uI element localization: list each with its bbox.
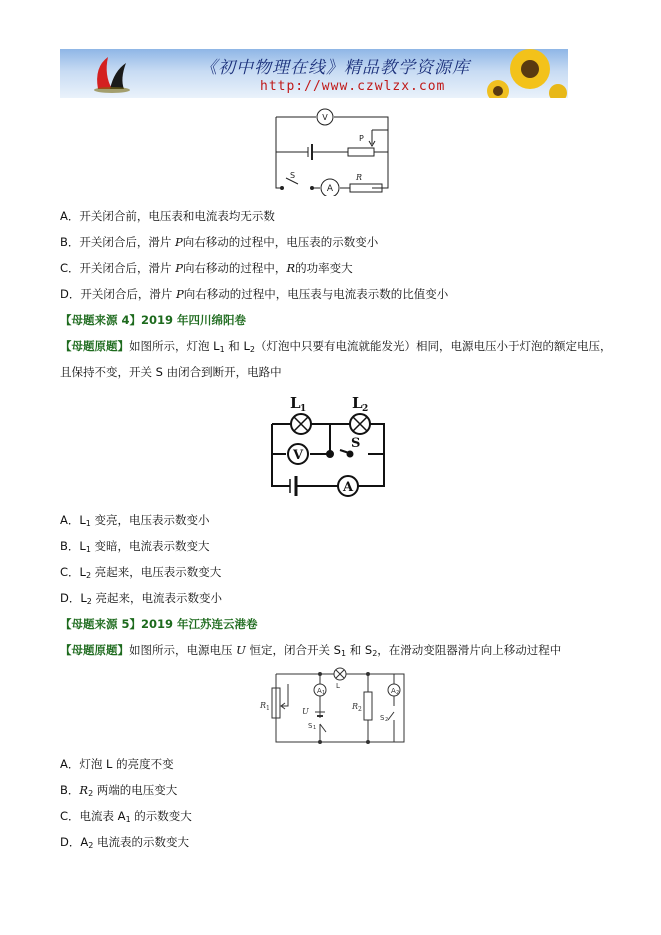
a2-label: A bbox=[391, 687, 396, 695]
l2-subscript: 2 bbox=[362, 404, 369, 414]
switch-label: S bbox=[290, 171, 296, 180]
q4-option-a[interactable]: A．$L_1$ 变亮，电压表示数变小 bbox=[60, 513, 210, 528]
resistor-r2-symbol bbox=[364, 692, 372, 720]
r2-subscript: 2 bbox=[358, 706, 362, 713]
q1-option-b[interactable]: B．开关闭合后，滑片 P向右移动的过程中，电压表的示数变小 bbox=[60, 235, 379, 249]
q4-stem-line2: 且保持不变，开关 S 由闭合到断开，电路中 bbox=[60, 365, 282, 379]
czwlzx-logo-icon bbox=[94, 57, 130, 93]
a2-subscript: 2 bbox=[396, 690, 400, 696]
q5-option-b[interactable]: B．$R_2$ 两端的电压变大 bbox=[60, 783, 178, 798]
ammeter-label-2: A bbox=[342, 480, 354, 495]
source-5-heading: 【母题来源 5】2019 年江苏连云港卷 bbox=[60, 617, 258, 631]
lamp-l-label: L bbox=[336, 682, 340, 690]
circuit-diagram-3 bbox=[256, 662, 412, 746]
a1-label: A bbox=[317, 687, 322, 695]
q4-stem-line1: 【母题原题】如图所示，灯泡 $L_1$ 和 $L_2$（灯泡中只要有电流就能发光）相同，电源电压小于灯泡的额定电压， bbox=[60, 339, 612, 354]
q5-option-a[interactable]: A．灯泡 L 的亮度不变 bbox=[60, 757, 174, 771]
switch-label-2: S bbox=[351, 436, 361, 451]
r2-label: R bbox=[352, 702, 359, 711]
header-banner bbox=[60, 49, 568, 98]
q1-option-c[interactable]: C．开关闭合后，滑片 P向右移动的过程中，R的功率变大 bbox=[60, 261, 353, 275]
voltmeter-label-2: V bbox=[292, 448, 304, 463]
s2-label: S bbox=[380, 714, 385, 722]
circuit-diagram-2 bbox=[266, 392, 390, 500]
ammeter-label: A bbox=[326, 184, 334, 194]
q5-option-d[interactable]: D．$A_2$ 电流表的示数变大 bbox=[60, 835, 189, 850]
q4-option-d[interactable]: D．$L_2$ 亮起来，电流表示数变小 bbox=[60, 591, 223, 606]
q5-stem: 【母题原题】如图所示，电源电压 U 恒定，闭合开关 $S_1$ 和 $S_2$，在滑动变阻器滑片向上移动过程中 bbox=[60, 643, 562, 658]
resistor-label: R bbox=[356, 173, 363, 182]
l2-label: L bbox=[352, 394, 363, 412]
q1-option-d[interactable]: D．开关闭合后，滑片 P向右移动的过程中，电压表与电流表示数的比值变小 bbox=[60, 287, 449, 301]
r1-subscript: 1 bbox=[266, 705, 270, 712]
r1-label: R bbox=[260, 701, 267, 710]
l1-label: L bbox=[290, 394, 301, 412]
q4-option-b[interactable]: B．$L_1$ 变暗，电流表示数变大 bbox=[60, 539, 210, 554]
l1-subscript: 1 bbox=[300, 404, 307, 414]
sunflower-icon bbox=[487, 49, 567, 98]
rheostat-symbol bbox=[348, 148, 374, 156]
voltmeter-label: V bbox=[322, 113, 328, 122]
a1-subscript: 1 bbox=[322, 690, 326, 696]
source-4-heading: 【母题来源 4】2019 年四川绵阳卷 bbox=[60, 313, 247, 327]
s1-label: S bbox=[308, 722, 313, 730]
circuit-diagram-1 bbox=[268, 108, 396, 196]
q5-option-c[interactable]: C．电流表 $A_1$ 的示数变大 bbox=[60, 809, 192, 824]
banner-url[interactable]: http://www.czwlzx.com bbox=[260, 79, 446, 94]
q4-option-c[interactable]: C．$L_2$ 亮起来，电压表示数变大 bbox=[60, 565, 222, 580]
banner-title: 《初中物理在线》精品教学资源库 bbox=[200, 58, 470, 78]
s2-subscript: 2 bbox=[385, 717, 389, 723]
slider-label: P bbox=[359, 134, 364, 143]
u-label: U bbox=[302, 707, 309, 716]
s1-subscript: 1 bbox=[313, 725, 317, 731]
q1-option-a[interactable]: A．开关闭合前，电压表和电流表均无示数 bbox=[60, 209, 275, 223]
